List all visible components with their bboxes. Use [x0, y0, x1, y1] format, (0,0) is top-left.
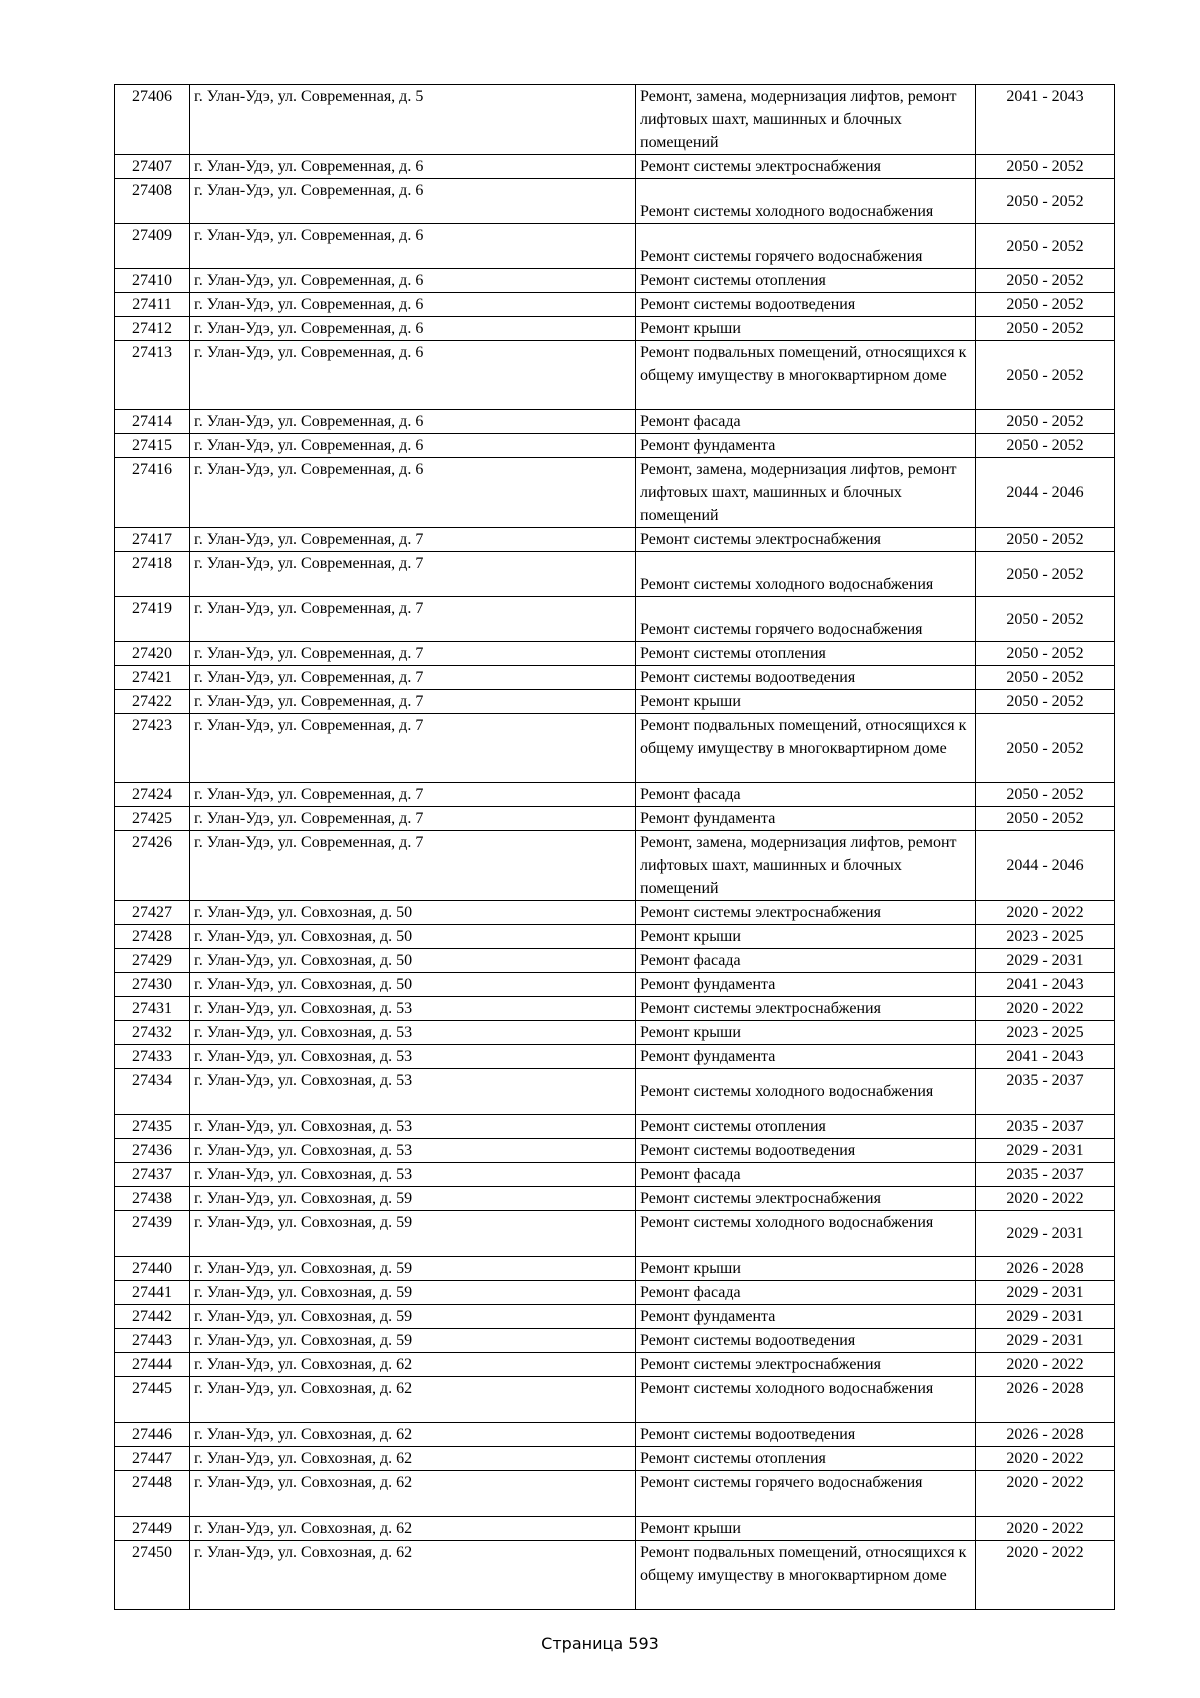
table-row	[115, 1423, 1115, 1447]
years-cell: 2029 - 2031	[976, 1211, 1115, 1257]
record-number-cell: 27424	[115, 783, 190, 807]
address-cell: г. Улан-Удэ, ул. Совхозная, д. 53	[190, 1045, 636, 1069]
record-number-cell: 27444	[115, 1353, 190, 1377]
address-cell: г. Улан-Удэ, ул. Современная, д. 6	[190, 269, 636, 293]
table-row	[115, 1211, 1115, 1257]
record-number-cell: 27412	[115, 317, 190, 341]
address-cell: г. Улан-Удэ, ул. Современная, д. 6	[190, 410, 636, 434]
address-cell: г. Улан-Удэ, ул. Современная, д. 7	[190, 690, 636, 714]
work-type-cell: Ремонт фасада	[636, 410, 976, 434]
address-cell: г. Улан-Удэ, ул. Совхозная, д. 62	[190, 1447, 636, 1471]
years-cell: 2050 - 2052	[976, 224, 1115, 269]
address-cell: г. Улан-Удэ, ул. Совхозная, д. 53	[190, 1021, 636, 1045]
years-cell: 2020 - 2022	[976, 997, 1115, 1021]
years-cell: 2020 - 2022	[976, 1353, 1115, 1377]
work-type-cell: Ремонт системы отопления	[636, 269, 976, 293]
record-number-cell: 27450	[115, 1541, 190, 1610]
years-cell: 2026 - 2028	[976, 1377, 1115, 1423]
record-number-cell: 27437	[115, 1163, 190, 1187]
work-type-cell: Ремонт подвальных помещений, относящихся к общему имуществу в многоквартирном доме	[636, 1541, 976, 1610]
table-row	[115, 714, 1115, 783]
years-cell: 2050 - 2052	[976, 317, 1115, 341]
years-cell: 2050 - 2052	[976, 528, 1115, 552]
work-type-cell: Ремонт фундамента	[636, 1045, 976, 1069]
table-row	[115, 1447, 1115, 1471]
record-number-cell: 27411	[115, 293, 190, 317]
record-number-cell: 27439	[115, 1211, 190, 1257]
record-number-cell: 27422	[115, 690, 190, 714]
work-type-cell: Ремонт, замена, модернизация лифтов, ремонт лифтовых шахт, машинных и блочных помещений	[636, 85, 976, 155]
work-type-cell: Ремонт системы электроснабжения	[636, 528, 976, 552]
record-number-cell: 27415	[115, 434, 190, 458]
record-number-cell: 27420	[115, 642, 190, 666]
record-number-cell: 27432	[115, 1021, 190, 1045]
record-number-cell: 27426	[115, 831, 190, 901]
record-number-cell: 27431	[115, 997, 190, 1021]
address-cell: г. Улан-Удэ, ул. Совхозная, д. 50	[190, 973, 636, 997]
address-cell: г. Улан-Удэ, ул. Современная, д. 6	[190, 434, 636, 458]
table-row	[115, 1139, 1115, 1163]
address-cell: г. Улан-Удэ, ул. Современная, д. 6	[190, 155, 636, 179]
record-number-cell: 27446	[115, 1423, 190, 1447]
work-type-cell: Ремонт фасада	[636, 949, 976, 973]
years-cell: 2020 - 2022	[976, 1447, 1115, 1471]
record-number-cell: 27419	[115, 597, 190, 642]
work-type-cell: Ремонт, замена, модернизация лифтов, ремонт лифтовых шахт, машинных и блочных помещений	[636, 458, 976, 528]
record-number-cell: 27414	[115, 410, 190, 434]
record-number-cell: 27423	[115, 714, 190, 783]
record-number-cell: 27440	[115, 1257, 190, 1281]
work-type-cell: Ремонт системы холодного водоснабжения	[636, 552, 976, 597]
table-row	[115, 341, 1115, 410]
address-cell: г. Улан-Удэ, ул. Совхозная, д. 62	[190, 1377, 636, 1423]
repair-schedule-table	[114, 84, 1115, 1610]
table-row	[115, 666, 1115, 690]
table-row	[115, 1353, 1115, 1377]
table-row	[115, 597, 1115, 642]
work-type-cell: Ремонт системы отопления	[636, 1447, 976, 1471]
work-type-cell: Ремонт системы холодного водоснабжения	[636, 179, 976, 224]
work-type-cell: Ремонт фасада	[636, 783, 976, 807]
work-type-cell: Ремонт системы горячего водоснабжения	[636, 597, 976, 642]
years-cell: 2050 - 2052	[976, 690, 1115, 714]
table-row	[115, 1045, 1115, 1069]
table-row	[115, 179, 1115, 224]
work-type-cell: Ремонт фундамента	[636, 973, 976, 997]
table-row	[115, 642, 1115, 666]
record-number-cell: 27418	[115, 552, 190, 597]
table-row	[115, 552, 1115, 597]
years-cell: 2020 - 2022	[976, 1517, 1115, 1541]
table-row	[115, 155, 1115, 179]
table-row	[115, 458, 1115, 528]
years-cell: 2029 - 2031	[976, 1139, 1115, 1163]
years-cell: 2044 - 2046	[976, 458, 1115, 528]
work-type-cell: Ремонт фундамента	[636, 807, 976, 831]
address-cell: г. Улан-Удэ, ул. Современная, д. 6	[190, 458, 636, 528]
work-type-cell: Ремонт системы водоотведения	[636, 293, 976, 317]
years-cell: 2029 - 2031	[976, 1281, 1115, 1305]
years-cell: 2029 - 2031	[976, 949, 1115, 973]
years-cell: 2050 - 2052	[976, 155, 1115, 179]
table-row	[115, 973, 1115, 997]
work-type-cell: Ремонт крыши	[636, 1021, 976, 1045]
table-row	[115, 317, 1115, 341]
address-cell: г. Улан-Удэ, ул. Современная, д. 7	[190, 714, 636, 783]
work-type-cell: Ремонт системы холодного водоснабжения	[636, 1377, 976, 1423]
work-type-cell: Ремонт системы холодного водоснабжения	[636, 1069, 976, 1115]
address-cell: г. Улан-Удэ, ул. Совхозная, д. 50	[190, 901, 636, 925]
years-cell: 2050 - 2052	[976, 807, 1115, 831]
years-cell: 2050 - 2052	[976, 666, 1115, 690]
table-row	[115, 1187, 1115, 1211]
address-cell: г. Улан-Удэ, ул. Совхозная, д. 62	[190, 1353, 636, 1377]
work-type-cell: Ремонт крыши	[636, 690, 976, 714]
record-number-cell: 27406	[115, 85, 190, 155]
table-row	[115, 997, 1115, 1021]
address-cell: г. Улан-Удэ, ул. Совхозная, д. 59	[190, 1187, 636, 1211]
work-type-cell: Ремонт системы электроснабжения	[636, 1187, 976, 1211]
repair-schedule-body	[115, 85, 1115, 1610]
address-cell: г. Улан-Удэ, ул. Совхозная, д. 59	[190, 1305, 636, 1329]
work-type-cell: Ремонт системы отопления	[636, 642, 976, 666]
address-cell: г. Улан-Удэ, ул. Совхозная, д. 59	[190, 1211, 636, 1257]
years-cell: 2020 - 2022	[976, 1187, 1115, 1211]
work-type-cell: Ремонт фундамента	[636, 434, 976, 458]
work-type-cell: Ремонт фасада	[636, 1281, 976, 1305]
years-cell: 2050 - 2052	[976, 179, 1115, 224]
years-cell: 2026 - 2028	[976, 1257, 1115, 1281]
work-type-cell: Ремонт системы электроснабжения	[636, 901, 976, 925]
work-type-cell: Ремонт крыши	[636, 317, 976, 341]
work-type-cell: Ремонт системы горячего водоснабжения	[636, 1471, 976, 1517]
years-cell: 2041 - 2043	[976, 973, 1115, 997]
address-cell: г. Улан-Удэ, ул. Современная, д. 7	[190, 666, 636, 690]
record-number-cell: 27409	[115, 224, 190, 269]
table-row	[115, 1115, 1115, 1139]
address-cell: г. Улан-Удэ, ул. Современная, д. 7	[190, 528, 636, 552]
record-number-cell: 27417	[115, 528, 190, 552]
record-number-cell: 27448	[115, 1471, 190, 1517]
record-number-cell: 27425	[115, 807, 190, 831]
table-row	[115, 410, 1115, 434]
work-type-cell: Ремонт подвальных помещений, относящихся к общему имуществу в многоквартирном доме	[636, 714, 976, 783]
work-type-cell: Ремонт крыши	[636, 1517, 976, 1541]
address-cell: г. Улан-Удэ, ул. Современная, д. 7	[190, 597, 636, 642]
table-row	[115, 85, 1115, 155]
years-cell: 2050 - 2052	[976, 783, 1115, 807]
work-type-cell: Ремонт системы холодного водоснабжения	[636, 1211, 976, 1257]
address-cell: г. Улан-Удэ, ул. Совхозная, д. 62	[190, 1471, 636, 1517]
table-row	[115, 1329, 1115, 1353]
address-cell: г. Улан-Удэ, ул. Совхозная, д. 53	[190, 1069, 636, 1115]
years-cell: 2029 - 2031	[976, 1329, 1115, 1353]
address-cell: г. Улан-Удэ, ул. Современная, д. 5	[190, 85, 636, 155]
record-number-cell: 27449	[115, 1517, 190, 1541]
years-cell: 2050 - 2052	[976, 642, 1115, 666]
address-cell: г. Улан-Удэ, ул. Современная, д. 7	[190, 552, 636, 597]
table-row	[115, 901, 1115, 925]
work-type-cell: Ремонт крыши	[636, 1257, 976, 1281]
years-cell: 2050 - 2052	[976, 269, 1115, 293]
address-cell: г. Улан-Удэ, ул. Современная, д. 6	[190, 317, 636, 341]
address-cell: г. Улан-Удэ, ул. Совхозная, д. 53	[190, 1115, 636, 1139]
table-row	[115, 224, 1115, 269]
address-cell: г. Улан-Удэ, ул. Совхозная, д. 50	[190, 949, 636, 973]
work-type-cell: Ремонт системы отопления	[636, 1115, 976, 1139]
years-cell: 2050 - 2052	[976, 552, 1115, 597]
record-number-cell: 27441	[115, 1281, 190, 1305]
years-cell: 2035 - 2037	[976, 1069, 1115, 1115]
work-type-cell: Ремонт подвальных помещений, относящихся к общему имуществу в многоквартирном доме	[636, 341, 976, 410]
address-cell: г. Улан-Удэ, ул. Совхозная, д. 62	[190, 1541, 636, 1610]
record-number-cell: 27435	[115, 1115, 190, 1139]
table-row	[115, 783, 1115, 807]
record-number-cell: 27410	[115, 269, 190, 293]
table-row	[115, 293, 1115, 317]
years-cell: 2023 - 2025	[976, 1021, 1115, 1045]
record-number-cell: 27416	[115, 458, 190, 528]
record-number-cell: 27407	[115, 155, 190, 179]
years-cell: 2041 - 2043	[976, 85, 1115, 155]
address-cell: г. Улан-Удэ, ул. Современная, д. 7	[190, 642, 636, 666]
work-type-cell: Ремонт фундамента	[636, 1305, 976, 1329]
record-number-cell: 27427	[115, 901, 190, 925]
record-number-cell: 27429	[115, 949, 190, 973]
years-cell: 2044 - 2046	[976, 831, 1115, 901]
work-type-cell: Ремонт системы водоотведения	[636, 1423, 976, 1447]
address-cell: г. Улан-Удэ, ул. Совхозная, д. 59	[190, 1329, 636, 1353]
years-cell: 2050 - 2052	[976, 714, 1115, 783]
table-row	[115, 925, 1115, 949]
table-row	[115, 690, 1115, 714]
years-cell: 2020 - 2022	[976, 1471, 1115, 1517]
work-type-cell: Ремонт системы электроснабжения	[636, 997, 976, 1021]
record-number-cell: 27445	[115, 1377, 190, 1423]
work-type-cell: Ремонт системы электроснабжения	[636, 1353, 976, 1377]
years-cell: 2050 - 2052	[976, 341, 1115, 410]
address-cell: г. Улан-Удэ, ул. Современная, д. 6	[190, 179, 636, 224]
record-number-cell: 27436	[115, 1139, 190, 1163]
table-row	[115, 1541, 1115, 1610]
table-row	[115, 1281, 1115, 1305]
table-row	[115, 1517, 1115, 1541]
work-type-cell: Ремонт крыши	[636, 925, 976, 949]
years-cell: 2020 - 2022	[976, 901, 1115, 925]
record-number-cell: 27421	[115, 666, 190, 690]
address-cell: г. Улан-Удэ, ул. Современная, д. 7	[190, 783, 636, 807]
table-row	[115, 528, 1115, 552]
record-number-cell: 27413	[115, 341, 190, 410]
table-row	[115, 1377, 1115, 1423]
address-cell: г. Улан-Удэ, ул. Совхозная, д. 59	[190, 1257, 636, 1281]
address-cell: г. Улан-Удэ, ул. Современная, д. 6	[190, 341, 636, 410]
table-row	[115, 807, 1115, 831]
table-row	[115, 1257, 1115, 1281]
address-cell: г. Улан-Удэ, ул. Совхозная, д. 62	[190, 1517, 636, 1541]
years-cell: 2035 - 2037	[976, 1115, 1115, 1139]
work-type-cell: Ремонт системы водоотведения	[636, 1139, 976, 1163]
years-cell: 2041 - 2043	[976, 1045, 1115, 1069]
table-row	[115, 831, 1115, 901]
work-type-cell: Ремонт системы горячего водоснабжения	[636, 224, 976, 269]
table-row	[115, 949, 1115, 973]
table-row	[115, 1021, 1115, 1045]
work-type-cell: Ремонт системы электроснабжения	[636, 155, 976, 179]
work-type-cell: Ремонт системы водоотведения	[636, 1329, 976, 1353]
years-cell: 2050 - 2052	[976, 597, 1115, 642]
record-number-cell: 27428	[115, 925, 190, 949]
table-row	[115, 1471, 1115, 1517]
years-cell: 2035 - 2037	[976, 1163, 1115, 1187]
record-number-cell: 27430	[115, 973, 190, 997]
address-cell: г. Улан-Удэ, ул. Современная, д. 6	[190, 293, 636, 317]
address-cell: г. Улан-Удэ, ул. Современная, д. 6	[190, 224, 636, 269]
table-row	[115, 1069, 1115, 1115]
address-cell: г. Улан-Удэ, ул. Совхозная, д. 59	[190, 1281, 636, 1305]
years-cell: 2023 - 2025	[976, 925, 1115, 949]
record-number-cell: 27442	[115, 1305, 190, 1329]
years-cell: 2020 - 2022	[976, 1541, 1115, 1610]
record-number-cell: 27408	[115, 179, 190, 224]
work-type-cell: Ремонт системы водоотведения	[636, 666, 976, 690]
address-cell: г. Улан-Удэ, ул. Совхозная, д. 50	[190, 925, 636, 949]
address-cell: г. Улан-Удэ, ул. Совхозная, д. 62	[190, 1423, 636, 1447]
page-number: Страница 593	[541, 1634, 659, 1653]
years-cell: 2029 - 2031	[976, 1305, 1115, 1329]
work-type-cell: Ремонт фасада	[636, 1163, 976, 1187]
address-cell: г. Улан-Удэ, ул. Совхозная, д. 53	[190, 997, 636, 1021]
record-number-cell: 27443	[115, 1329, 190, 1353]
address-cell: г. Улан-Удэ, ул. Совхозная, д. 53	[190, 1139, 636, 1163]
record-number-cell: 27433	[115, 1045, 190, 1069]
years-cell: 2050 - 2052	[976, 410, 1115, 434]
table-row	[115, 269, 1115, 293]
address-cell: г. Улан-Удэ, ул. Совхозная, д. 53	[190, 1163, 636, 1187]
table-row	[115, 1305, 1115, 1329]
years-cell: 2050 - 2052	[976, 293, 1115, 317]
table-row	[115, 1163, 1115, 1187]
record-number-cell: 27438	[115, 1187, 190, 1211]
table-row	[115, 434, 1115, 458]
years-cell: 2026 - 2028	[976, 1423, 1115, 1447]
years-cell: 2050 - 2052	[976, 434, 1115, 458]
address-cell: г. Улан-Удэ, ул. Современная, д. 7	[190, 807, 636, 831]
record-number-cell: 27434	[115, 1069, 190, 1115]
address-cell: г. Улан-Удэ, ул. Современная, д. 7	[190, 831, 636, 901]
work-type-cell: Ремонт, замена, модернизация лифтов, ремонт лифтовых шахт, машинных и блочных помещений	[636, 831, 976, 901]
record-number-cell: 27447	[115, 1447, 190, 1471]
